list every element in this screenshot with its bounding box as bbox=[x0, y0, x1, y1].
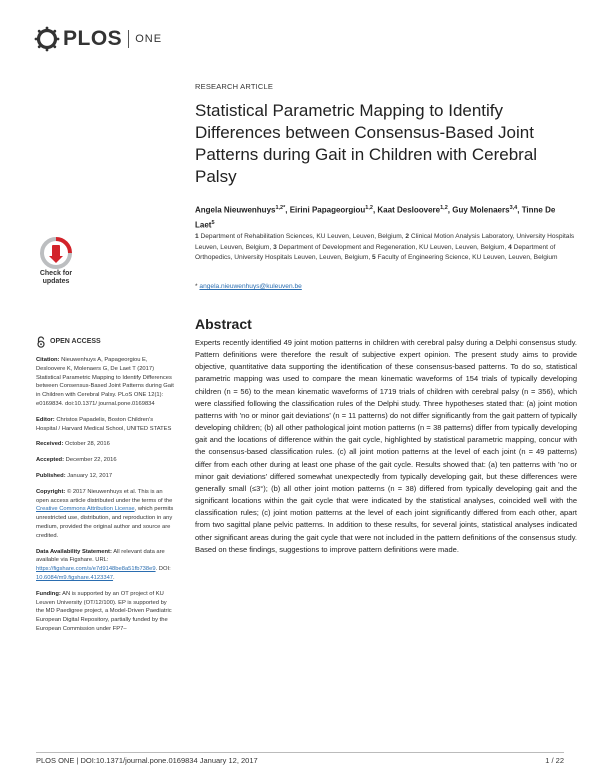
footer-citation: PLOS ONE | DOI:10.1371/journal.pone.0169834 January 12, 2017 bbox=[36, 756, 258, 765]
data-availability-text-1: All relevant data are available via Figshare. URL: bbox=[36, 548, 165, 564]
footer-divider bbox=[36, 752, 564, 753]
accepted-label: Accepted: bbox=[36, 457, 65, 464]
author-affiliation-sup: 1,2* bbox=[275, 205, 286, 211]
data-availability-text-2: . DOI: bbox=[155, 566, 171, 573]
received-label: Received: bbox=[36, 441, 64, 448]
affiliation-number: 2 bbox=[405, 233, 411, 240]
author-name: Tinne De Laet bbox=[195, 205, 556, 230]
citation-label: Citation: bbox=[36, 357, 60, 363]
logo-separator bbox=[128, 30, 129, 48]
article-sidebar bbox=[36, 336, 174, 641]
author-separator: , bbox=[447, 205, 453, 215]
data-availability-text-3: . bbox=[113, 574, 115, 581]
published-date: January 12, 2017 bbox=[67, 472, 113, 479]
author-list bbox=[195, 202, 575, 231]
author-name: Eirini Papageorgiou bbox=[289, 205, 366, 215]
corresponding-email-link[interactable]: angela.nieuwenhuys@kuleuven.be bbox=[199, 283, 302, 290]
figshare-url-link[interactable]: https://figshare.com/s/e7d9148be8a51fb738e9 bbox=[36, 566, 156, 573]
open-access-label bbox=[36, 336, 174, 348]
accepted-date: December 22, 2016 bbox=[65, 457, 117, 464]
plos-dots-icon bbox=[34, 26, 60, 52]
check-updates-icon bbox=[36, 236, 76, 270]
affiliation-text: Department of Development and Regeneration, KU Leuven, Leuven, Belgium, bbox=[278, 243, 509, 251]
open-access-lock-icon bbox=[36, 336, 46, 348]
author-separator: , bbox=[372, 205, 378, 215]
copyright-text-2: , which permits unrestricted use, distribution, and reproduction in any medium, provided the original author and source are credited. bbox=[36, 506, 174, 539]
data-availability-block bbox=[36, 548, 174, 583]
author-affiliation-sup: 1,2 bbox=[440, 205, 448, 211]
logo-text: PLOS bbox=[63, 27, 123, 50]
citation-block bbox=[36, 356, 174, 409]
article-title: Statistical Parametric Mapping to Identify Differences between Consensus-Based Joint Patterns during Gait in Children with Cerebral Palsy bbox=[195, 101, 538, 186]
author-name: Guy Molenaers bbox=[452, 205, 510, 215]
affiliation-text: Faculty of Engineering Science, KU Leuven, Leuven, Belgium bbox=[377, 254, 558, 261]
editor-label: Editor: bbox=[36, 416, 55, 423]
check-updates-line2: updates bbox=[42, 278, 70, 285]
author-separator: , bbox=[285, 205, 290, 215]
affiliation-number: 5 bbox=[372, 254, 378, 261]
funding-text: AN is supported by an OT project of KU Leuven University (OT/12/100). EP is supported by the MD Paedigree project, a Model-Driven Paediatric European Digital Repository, partially funded by the European Commission under FP7– bbox=[36, 590, 172, 632]
copyright-text-1: © 2017 Nieuwenhuys et al. This is an open access article distributed under the terms of the bbox=[36, 488, 173, 504]
citation-text: Nieuwenhuys A, Papageorgiou E, Desloovere K, Molenaers G, De Laet T (2017) Statistical Parametric Mapping to Identify Differences between Consensus-Based Joint Patterns during Gait in Children with Cerebral Palsy. PLoS ONE 12(1): e0169834. doi:10.1371/ journal.pone.0169834 bbox=[36, 357, 174, 407]
check-updates-line1: Check for bbox=[39, 270, 73, 277]
accepted-block bbox=[36, 456, 174, 465]
published-block bbox=[36, 472, 174, 481]
data-availability-label: Data Availability Statement: bbox=[36, 548, 112, 555]
editor-text: Christos Papadelis, Boston Children's Hospital / Harvard Medical School, UNITED STATES bbox=[36, 416, 172, 432]
affiliations bbox=[195, 232, 575, 264]
author-name: Angela Nieuwenhuys bbox=[195, 205, 276, 215]
logo-journal: ONE bbox=[135, 33, 163, 45]
author-name: Kaat Desloovere bbox=[377, 205, 441, 215]
abstract-text: Experts recently identified 49 joint motion patterns in children with cerebral palsy during a Delphi consensus study. Pattern definitions were therefore the result of subjective expert opinion. The present study aims to provide objective, quantitative data supporting the identification of these consensus-based patterns. To do so, statistical parametric mapping was used to compare the mean kinematic waveforms of 154 trials of typically developing children (n = 56) to the mean kinematic waveforms of 1719 trials of children with cerebral palsy (n = 356), which were classified following the classification rules of the Delphi study. Three hypotheses stated that: (a) joint motion patterns with 'no or minor gait deviations' (n = 11 patterns) do not differ significantly from the gait pattern of typically developing children; (b) all other pathological joint motion patterns (n = 38 patterns) differ from typically developing gait and the locations of difference within the gait cycle, highlighted by statistical parametric mapping, concur with the consensus-based classification rules. (c) all joint motion patterns at the level of each joint (n = 49 patterns) differ from each other during at least one phase of the gait cycle. Results showed that: (a) ten patterns with 'no or minor gait deviations' differed somewhat unexpectedly from typically developing gait, but these differences were generally small (≤3°); (b) all other joint motion patterns (n = 38) differed from typically developing gait and the significant locations within the gait cycle that were indicated by the statistical analyses, coincided well with the classification rules; (c) joint motion patterns at the level of each joint significantly differed from each other, apart from two sagittal plane pelvic patterns. In addition to these results, for several joints, statistical analyses indicated other significant areas during the gait cycle that were not included in the pattern definitions of the consensus study. Based on these findings, suggestions to improve pattern definitions were made. bbox=[195, 338, 577, 554]
affiliation-number: 4 bbox=[508, 243, 514, 251]
received-block bbox=[36, 440, 174, 449]
affiliation-text: Clinical Motion Analysis Laboratory, University Hospitals Leuven, Leuven, Belgium, bbox=[195, 233, 575, 251]
affiliation-number: 1 bbox=[195, 233, 201, 240]
page-number: 1 / 22 bbox=[545, 756, 564, 765]
editor-block bbox=[36, 416, 174, 434]
author-affiliation-sup: 3,4 bbox=[509, 205, 518, 211]
affiliation-number: 3 bbox=[273, 243, 279, 251]
author-affiliation-sup: 5 bbox=[211, 219, 215, 226]
open-access-text: OPEN ACCESS bbox=[50, 337, 101, 345]
funding-block bbox=[36, 590, 174, 634]
abstract-heading: Abstract bbox=[195, 316, 252, 332]
affiliation-text: Department of Rehabilitation Sciences, KU Leuven, Leuven, Belgium, bbox=[200, 233, 406, 240]
figshare-doi-link[interactable]: 10.6084/m9.figshare.4123347 bbox=[36, 574, 114, 581]
corresponding-marker: * bbox=[195, 283, 198, 290]
copyright-block bbox=[36, 488, 174, 541]
license-link[interactable]: Creative Commons Attribution License bbox=[36, 506, 135, 513]
article-type: RESEARCH ARTICLE bbox=[195, 82, 274, 91]
plos-one-logo bbox=[34, 26, 162, 52]
author-affiliation-sup: 1,2 bbox=[365, 205, 373, 211]
corresponding-author bbox=[195, 283, 302, 290]
copyright-label: Copyright: bbox=[36, 488, 66, 495]
author-separator: , bbox=[517, 205, 522, 215]
received-date: October 28, 2016 bbox=[65, 441, 110, 448]
funding-label: Funding: bbox=[36, 590, 61, 597]
published-label: Published: bbox=[36, 472, 66, 479]
check-for-updates-badge[interactable] bbox=[36, 236, 76, 292]
affiliation-text: Department of Orthopedics, University Hospitals Leuven, Leuven, Belgium, bbox=[195, 243, 556, 261]
